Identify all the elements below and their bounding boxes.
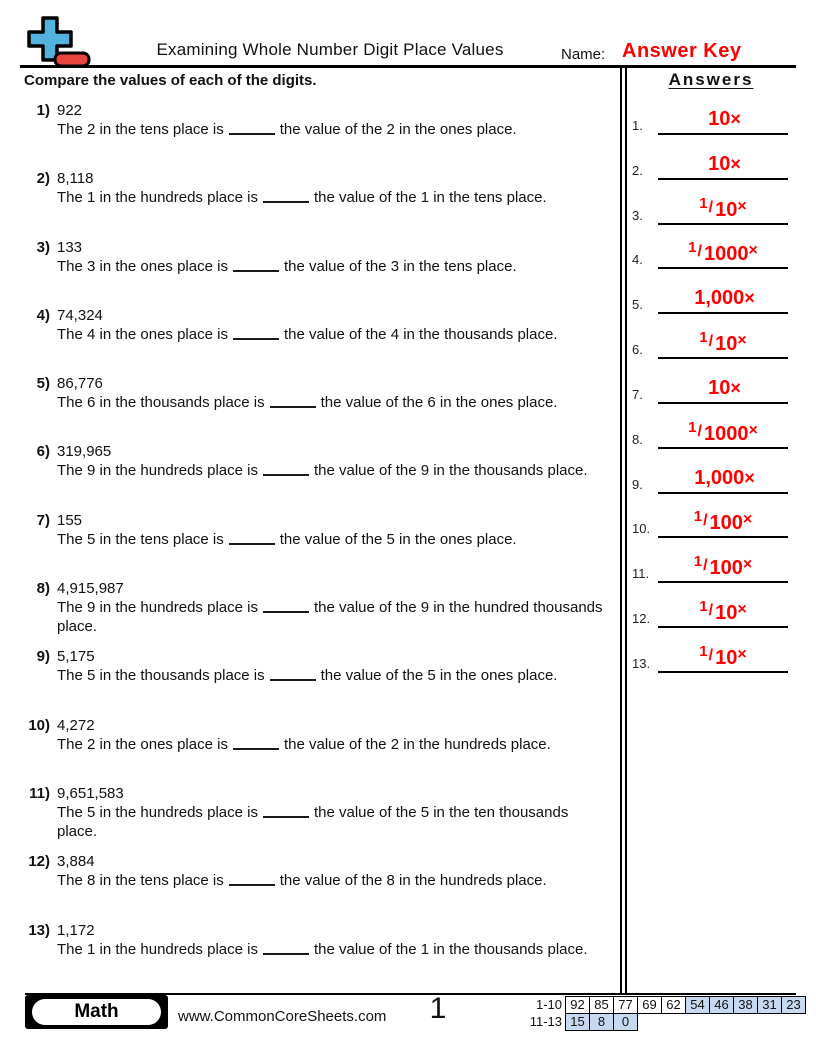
- instruction-text: Compare the values of each of the digits.: [24, 72, 317, 89]
- question-text: The 1 in the hundreds place is the value of the 1 in the thousands place.: [57, 940, 588, 958]
- answer-number: 9.: [632, 476, 643, 492]
- question-2: [0, 169, 616, 237]
- question-number: 10): [28, 716, 50, 734]
- subject-label: Math: [32, 999, 161, 1025]
- answer-field: [658, 329, 788, 359]
- answer-row-6: [630, 314, 796, 359]
- answer-blank: [263, 598, 309, 613]
- answer-value: 10×: [708, 376, 741, 399]
- answer-field: [658, 154, 788, 180]
- question-text: The 2 in the ones place is the value of the 2 in the hundreds place.: [57, 735, 551, 753]
- answer-number: 3.: [632, 207, 643, 223]
- question-text: The 1 in the hundreds place is the value of the 1 in the tens place.: [57, 189, 547, 207]
- answer-number: 5.: [632, 297, 643, 313]
- question-value: 8,118: [57, 170, 94, 188]
- name-value-answer-key: Answer Key: [622, 40, 742, 62]
- subject-badge: [25, 995, 168, 1029]
- answer-value: $^1$/ 100×: [693, 508, 753, 535]
- answer-row-4: [630, 225, 796, 270]
- question-value: 74,324: [57, 306, 103, 324]
- question-number: 3): [36, 238, 50, 256]
- answer-value: $^1$/ 10×: [699, 194, 747, 221]
- question-text: The 8 in the tens place is the value of the 8 in the hundreds place.: [57, 872, 547, 890]
- answer-blank: [233, 735, 279, 750]
- answer-row-11: [630, 538, 796, 583]
- question-text: The 6 in the thousands place is the value of the 6 in the ones place.: [57, 394, 558, 412]
- page-title: Examining Whole Number Digit Place Values: [156, 40, 504, 59]
- answer-field: [658, 109, 788, 135]
- question-10: [0, 716, 616, 784]
- score-row-label: 11-13: [529, 1014, 562, 1029]
- score-cell: 31: [757, 996, 782, 1014]
- question-value: 155: [57, 511, 83, 529]
- answer-value: $^1$/ 10×: [699, 598, 747, 625]
- question-11: [0, 784, 616, 852]
- question-text: The 3 in the ones place is the value of the 3 in the tens place.: [57, 257, 517, 275]
- answer-row-12: [630, 583, 796, 628]
- answer-number: 8.: [632, 431, 643, 447]
- score-cell: 85: [589, 996, 614, 1014]
- question-text: The 5 in the hundreds place is the value of the 5 in the ten thousands place.: [57, 803, 569, 840]
- answer-blank: [233, 325, 279, 340]
- question-value: 922: [57, 102, 83, 119]
- answer-field: [658, 288, 788, 314]
- answer-field: [658, 553, 788, 583]
- answer-number: 12.: [632, 611, 651, 627]
- answer-row-10: [630, 494, 796, 539]
- question-text: The 5 in the tens place is the value of the 5 in the ones place.: [57, 530, 517, 548]
- answer-field: [658, 378, 788, 404]
- answer-value: $^1$/ 10×: [699, 642, 747, 669]
- answer-value: 10×: [708, 152, 741, 175]
- answers-list: [630, 90, 796, 673]
- answer-value: 1,000×: [694, 287, 755, 310]
- answer-row-5: [630, 269, 796, 314]
- answer-value: 10×: [708, 107, 741, 130]
- answer-number: 1.: [632, 117, 643, 133]
- question-number: 1): [36, 102, 50, 119]
- answer-blank: [229, 530, 275, 545]
- question-number: 13): [28, 921, 50, 939]
- question-text: The 9 in the hundreds place is the value of the 9 in the hundred thousands place.: [57, 599, 603, 636]
- answer-blank: [229, 120, 275, 135]
- answer-field: [658, 598, 788, 628]
- question-12: [0, 852, 616, 920]
- question-5: [0, 374, 616, 442]
- score-cell: 54: [685, 996, 710, 1014]
- score-table-row-2: [520, 1013, 806, 1031]
- question-value: 9,651,583: [57, 784, 124, 802]
- question-8: [0, 579, 616, 647]
- header-divider-line: [20, 65, 796, 68]
- question-value: 4,915,987: [57, 580, 124, 598]
- question-value: 3,884: [57, 853, 95, 871]
- score-cell: 92: [565, 996, 590, 1014]
- answer-row-2: [630, 135, 796, 180]
- answer-row-9: [630, 449, 796, 494]
- question-1: [0, 101, 616, 169]
- answer-blank: [229, 871, 275, 886]
- question-number: 7): [36, 511, 50, 529]
- question-4: [0, 306, 616, 374]
- answer-blank: [263, 188, 309, 203]
- question-value: 4,272: [57, 716, 95, 734]
- page-number: 1: [429, 992, 447, 1025]
- answer-number: 4.: [632, 252, 643, 268]
- answer-blank: [263, 461, 309, 476]
- answer-field: [658, 239, 788, 269]
- answer-number: 11.: [632, 566, 650, 582]
- score-cell: 0: [613, 1013, 638, 1031]
- score-cell: 69: [637, 996, 662, 1014]
- answer-number: 6.: [632, 342, 643, 358]
- answer-field: [658, 418, 788, 449]
- website-url: www.CommonCoreSheets.com: [178, 1008, 387, 1025]
- question-text: The 4 in the ones place is the value of the 4 in the thousands place.: [57, 325, 558, 343]
- answer-row-1: [630, 90, 796, 135]
- answer-number: 2.: [632, 162, 643, 178]
- answer-number: 7.: [632, 386, 643, 402]
- question-number: 12): [28, 853, 50, 871]
- question-value: 319,965: [57, 443, 112, 461]
- score-cell: 46: [709, 996, 734, 1014]
- score-cell: 23: [781, 996, 806, 1014]
- answer-number: 10.: [632, 521, 651, 537]
- question-number: 4): [36, 306, 50, 324]
- question-value: 86,776: [57, 375, 103, 393]
- question-3: [0, 238, 616, 306]
- question-number: 6): [36, 443, 50, 461]
- answer-field: [658, 194, 788, 225]
- answer-blank: [270, 393, 316, 408]
- question-text: The 9 in the hundreds place is the value of the 9 in the thousands place.: [57, 462, 588, 480]
- answer-field: [658, 642, 788, 673]
- answer-value: $^1$/ 100×: [693, 553, 753, 580]
- question-text: The 2 in the tens place is the value of the 2 in the ones place.: [57, 121, 517, 138]
- plus-minus-logo-icon: [18, 14, 92, 70]
- answer-value: 1,000×: [694, 466, 755, 489]
- question-13: [0, 921, 616, 989]
- question-number: 9): [36, 648, 50, 666]
- question-value: 1,172: [57, 921, 95, 939]
- answer-row-13: [630, 628, 796, 673]
- score-table: [520, 996, 806, 1031]
- score-cell: 77: [613, 996, 638, 1014]
- question-7: [0, 511, 616, 579]
- answer-field: [658, 508, 788, 538]
- score-cell: 38: [733, 996, 758, 1014]
- answer-value: $^1$/ 1000×: [688, 239, 758, 266]
- question-number: 2): [36, 170, 50, 188]
- answer-blank: [233, 257, 279, 272]
- answer-blank: [270, 666, 316, 681]
- question-number: 11): [29, 784, 50, 802]
- answer-row-3: [630, 180, 796, 225]
- answer-row-7: [630, 359, 796, 404]
- question-value: 133: [57, 238, 83, 256]
- answer-blank: [263, 803, 309, 818]
- answer-row-8: [630, 404, 796, 449]
- score-table-row-1: [520, 996, 806, 1014]
- question-9: [0, 647, 616, 715]
- question-value: 5,175: [57, 648, 95, 666]
- score-row-label: 1-10: [535, 997, 562, 1012]
- score-cell: 62: [661, 996, 686, 1014]
- answer-value: $^1$/ 1000×: [688, 418, 758, 445]
- answers-column-title: Answers: [668, 70, 754, 89]
- answers-column-divider: [620, 67, 627, 993]
- answer-number: 13.: [632, 655, 651, 671]
- answer-value: $^1$/ 10×: [699, 329, 747, 356]
- score-cell: 8: [589, 1013, 614, 1031]
- question-6: [0, 442, 616, 510]
- name-label: Name:: [561, 46, 606, 63]
- questions-list: [0, 101, 616, 989]
- question-number: 5): [36, 375, 50, 393]
- score-cell: 15: [565, 1013, 590, 1031]
- question-number: 8): [36, 580, 50, 598]
- answer-field: [658, 468, 788, 494]
- question-text: The 5 in the thousands place is the value of the 5 in the ones place.: [57, 667, 558, 685]
- answer-blank: [263, 940, 309, 955]
